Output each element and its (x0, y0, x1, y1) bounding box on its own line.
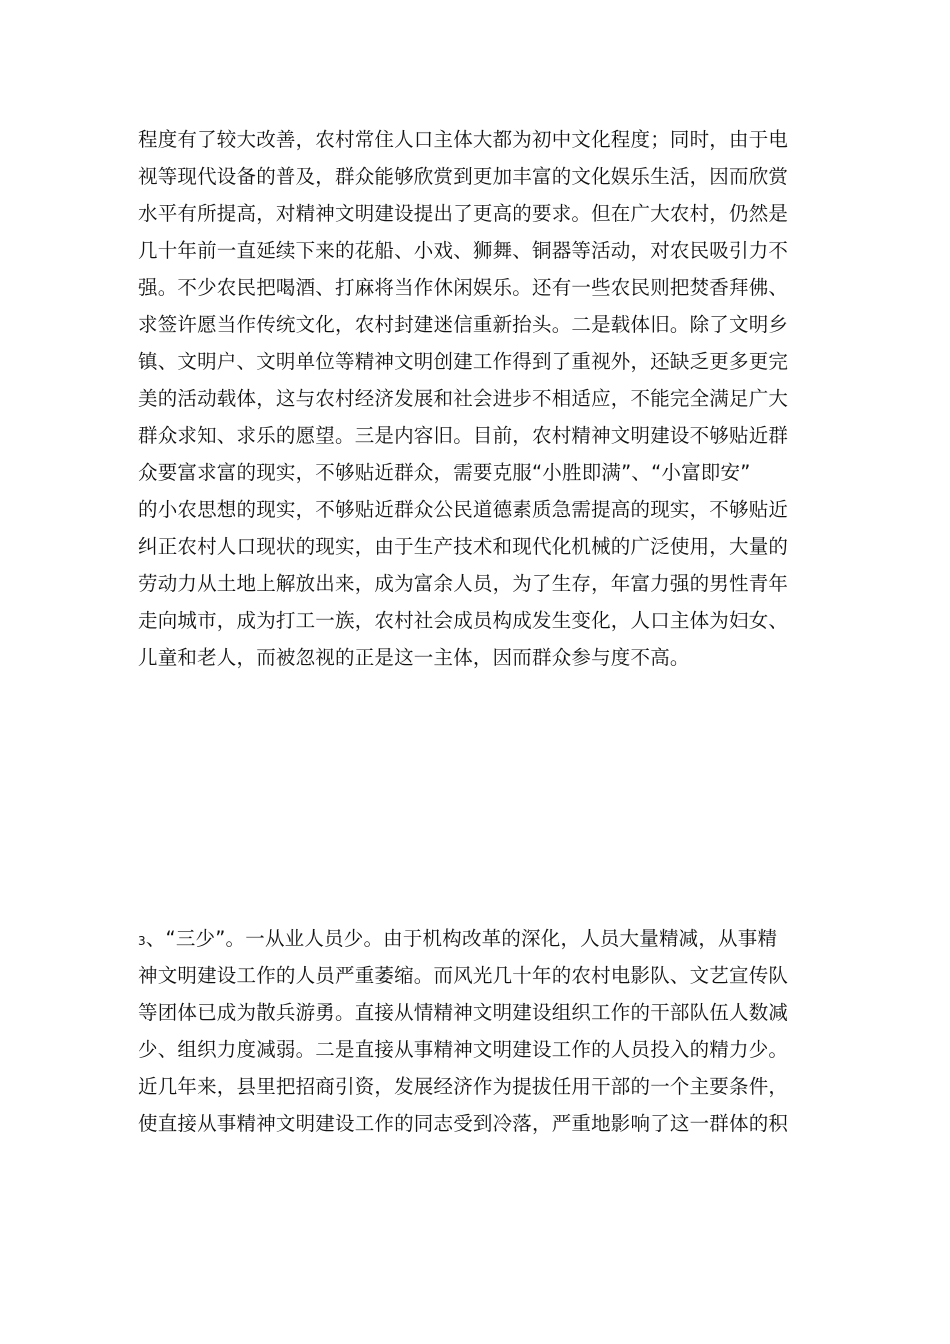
text-line: 纠正农村人口现状的现实，由于生产技术和现代化机械的广泛使用，大量的 (138, 535, 789, 558)
text-line: 群众求知、求乐的愿望。三是内容旧。目前，农村精神文明建设不够贴近群 (138, 424, 789, 447)
text-line: 众要富求富的现实，不够贴近群众，需要克服“小胜即满”、“小富即安” (138, 461, 751, 484)
text-line: 强。不少农民把喝酒、打麻将当作休闲娱乐。还有一些农民则把焚香拜佛、 (138, 276, 789, 299)
text-line (138, 920, 818, 957)
text-line: 视等现代设备的普及，群众能够欣赏到更加丰富的文化娱乐生活，因而欣赏 (138, 165, 789, 188)
text-line-rest: 、“三少”。一从业人员少。由于机构改革的深化，人员大量精减，从事精 (145, 927, 778, 950)
text-line: 走向城市，成为打工一族，农村社会成员构成发生变化，人口主体为妇女、 (138, 609, 789, 632)
text-line: 少、组织力度减弱。二是直接从事精神文明建设工作的人员投入的精力少。 (138, 1038, 789, 1061)
paragraph-three-few (138, 920, 818, 1142)
text-line: 劳动力从土地上解放出来，成为富余人员，为了生存，年富力强的男性青年 (138, 572, 789, 595)
text-line: 儿童和老人，而被忽视的正是这一主体，因而群众参与度不高。 (138, 646, 690, 669)
text-line: 水平有所提高，对精神文明建设提出了更高的要求。但在广大农村，仍然是 (138, 202, 789, 225)
text-line: 使直接从事精神文明建设工作的同志受到冷落，严重地影响了这一群体的积 (138, 1112, 789, 1135)
text-line: 近几年来，县里把招商引资，发展经济作为提拔任用干部的一个主要条件， (138, 1075, 789, 1098)
list-number: 3 (138, 934, 146, 948)
text-line: 镇、文明户、文明单位等精神文明创建工作得到了重视外，还缺乏更多更完 (138, 350, 789, 373)
text-line: 神文明建设工作的人员严重萎缩。而风光几十年的农村电影队、文艺宣传队 (138, 964, 789, 987)
text-line: 程度有了较大改善，农村常住人口主体大都为初中文化程度；同时，由于电 (138, 128, 789, 151)
text-line: 求签许愿当作传统文化，农村封建迷信重新抬头。二是载体旧。除了文明乡 (138, 313, 789, 336)
paragraph-rural-culture (138, 121, 818, 676)
text-line: 的小农思想的现实，不够贴近群众公民道德素质急需提高的现实，不够贴近 (138, 498, 789, 521)
text-line: 几十年前一直延续下来的花船、小戏、狮舞、铜器等活动，对农民吸引力不 (138, 239, 789, 262)
text-line: 美的活动载体，这与农村经济发展和社会进步不相适应，不能完全满足广大 (138, 387, 789, 410)
text-line: 等团体已成为散兵游勇。直接从情精神文明建设组织工作的干部队伍人数减 (138, 1001, 789, 1024)
